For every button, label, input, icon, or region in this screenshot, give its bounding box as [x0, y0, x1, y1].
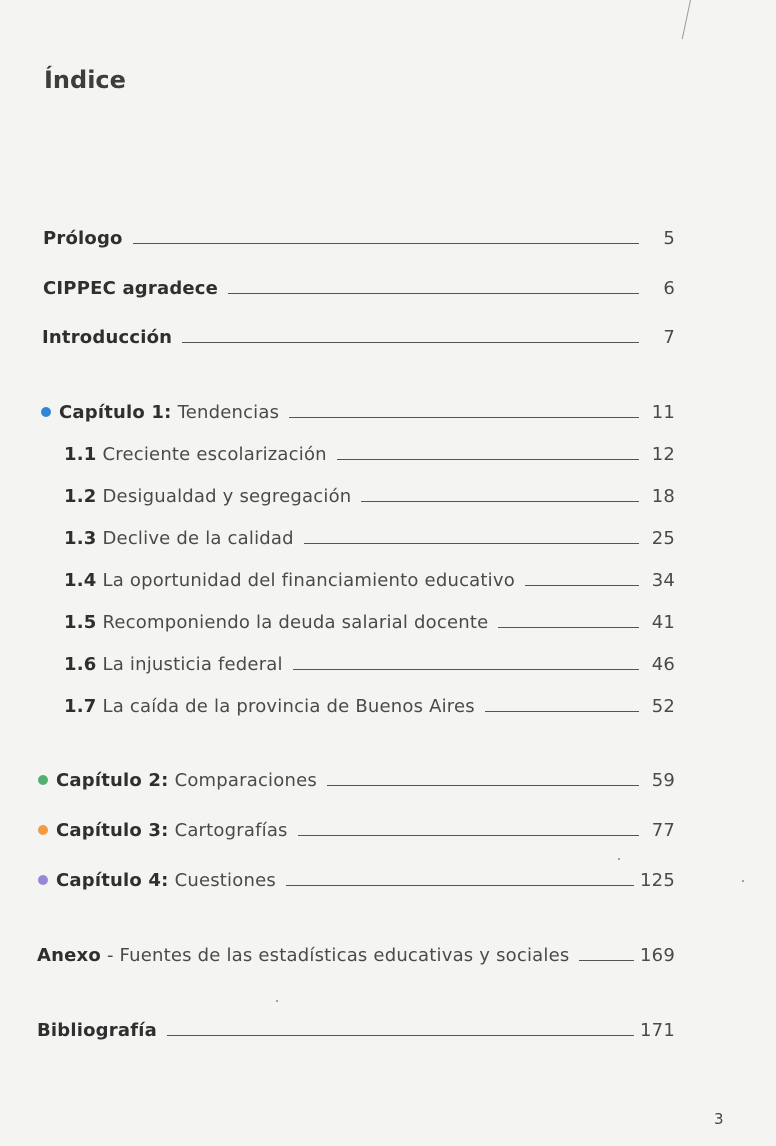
paper-scratch	[682, 0, 691, 39]
toc-entry-label: Prólogo	[43, 227, 123, 249]
leader-line	[293, 669, 639, 670]
toc-page-number: 125	[640, 869, 675, 891]
toc-entry-label: Recomponiendo la deuda salarial docente	[102, 611, 489, 633]
toc-entry-label: La oportunidad del financiamiento educativo	[102, 569, 515, 591]
toc-entry-section-1-7[interactable]	[64, 693, 675, 719]
section-number: 1.7	[64, 695, 97, 717]
section-number: 1.6	[64, 653, 97, 675]
section-number: 1.5	[64, 611, 97, 633]
paper-speck	[742, 880, 744, 882]
toc-page-number: 34	[651, 569, 675, 591]
toc-entry-section-1-2[interactable]	[64, 483, 675, 509]
toc-entry-label: Desigualdad y segregación	[102, 485, 352, 507]
toc-entry-label: Declive de la calidad	[102, 527, 294, 549]
toc-entry-label: La caída de la provincia de Buenos Aires	[102, 695, 475, 717]
page-folio-number: 3	[714, 1110, 724, 1128]
toc-entry-section-1-5[interactable]	[64, 609, 675, 635]
toc-entry-prologo[interactable]	[43, 225, 675, 251]
toc-entry-chapter-3[interactable]	[38, 817, 675, 843]
leader-line	[286, 885, 634, 886]
toc-page-number: 169	[640, 944, 675, 966]
toc-entry-chapter-2[interactable]	[38, 767, 675, 793]
toc-page-number: 12	[651, 443, 675, 465]
toc-entry-label: Cartografías	[174, 819, 288, 841]
toc-page-number: 171	[640, 1019, 675, 1041]
toc-page-number: 7	[663, 326, 675, 348]
toc-entry-label: Bibliografía	[37, 1019, 157, 1041]
toc-entry-cippec-agradece[interactable]	[43, 275, 675, 301]
leader-line	[361, 501, 639, 502]
toc-entry-label: Creciente escolarización	[102, 443, 327, 465]
toc-entry-chapter-1[interactable]	[41, 399, 675, 425]
page-title: Índice	[44, 66, 126, 94]
leader-line	[579, 960, 634, 961]
leader-line	[327, 785, 639, 786]
toc-page-number: 77	[651, 819, 675, 841]
leader-line	[485, 711, 639, 712]
leader-line	[182, 342, 639, 343]
leader-line	[298, 835, 639, 836]
toc-entry-section-1-1[interactable]	[64, 441, 675, 467]
toc-entry-label: Cuestiones	[174, 869, 276, 891]
toc-page-number: 5	[663, 227, 675, 249]
chapter-prefix: Capítulo 3:	[56, 819, 169, 841]
chapter-3-bullet-icon	[38, 825, 48, 835]
chapter-prefix: Capítulo 4:	[56, 869, 169, 891]
toc-entry-bibliografia[interactable]	[37, 1017, 675, 1043]
toc-entry-label: Tendencias	[177, 401, 280, 423]
toc-page-number: 41	[651, 611, 675, 633]
section-number: 1.2	[64, 485, 97, 507]
annex-prefix: Anexo	[37, 944, 101, 966]
toc-entry-label: - Fuentes de las estadísticas educativas y sociales	[106, 944, 570, 966]
chapter-2-bullet-icon	[38, 775, 48, 785]
toc-page-number: 11	[651, 401, 675, 423]
toc-entry-introduccion[interactable]	[42, 324, 675, 350]
section-number: 1.3	[64, 527, 97, 549]
toc-entry-annex[interactable]	[37, 942, 675, 968]
leader-line	[304, 543, 639, 544]
toc-entry-chapter-4[interactable]	[38, 867, 675, 893]
toc-entry-section-1-3[interactable]	[64, 525, 675, 551]
chapter-4-bullet-icon	[38, 875, 48, 885]
chapter-prefix: Capítulo 1:	[59, 401, 172, 423]
toc-page-number: 18	[651, 485, 675, 507]
chapter-1-bullet-icon	[41, 407, 51, 417]
leader-line	[525, 585, 639, 586]
chapter-prefix: Capítulo 2:	[56, 769, 169, 791]
toc-entry-section-1-4[interactable]	[64, 567, 675, 593]
toc-entry-label: Comparaciones	[174, 769, 317, 791]
paper-speck	[276, 1000, 278, 1002]
toc-page-number: 6	[663, 277, 675, 299]
toc-page-number: 59	[651, 769, 675, 791]
leader-line	[289, 417, 639, 418]
toc-page-number: 52	[651, 695, 675, 717]
paper-speck	[618, 858, 620, 860]
toc-page-number: 25	[651, 527, 675, 549]
leader-line	[498, 627, 639, 628]
section-number: 1.4	[64, 569, 97, 591]
section-number: 1.1	[64, 443, 97, 465]
leader-line	[133, 243, 639, 244]
toc-entry-label: CIPPEC agradece	[43, 277, 219, 299]
leader-line	[337, 459, 639, 460]
leader-line	[228, 293, 639, 294]
toc-entry-label: La injusticia federal	[102, 653, 283, 675]
leader-line	[167, 1035, 634, 1036]
toc-page-number: 46	[651, 653, 675, 675]
toc-entry-section-1-6[interactable]	[64, 651, 675, 677]
toc-entry-label: Introducción	[42, 326, 173, 348]
